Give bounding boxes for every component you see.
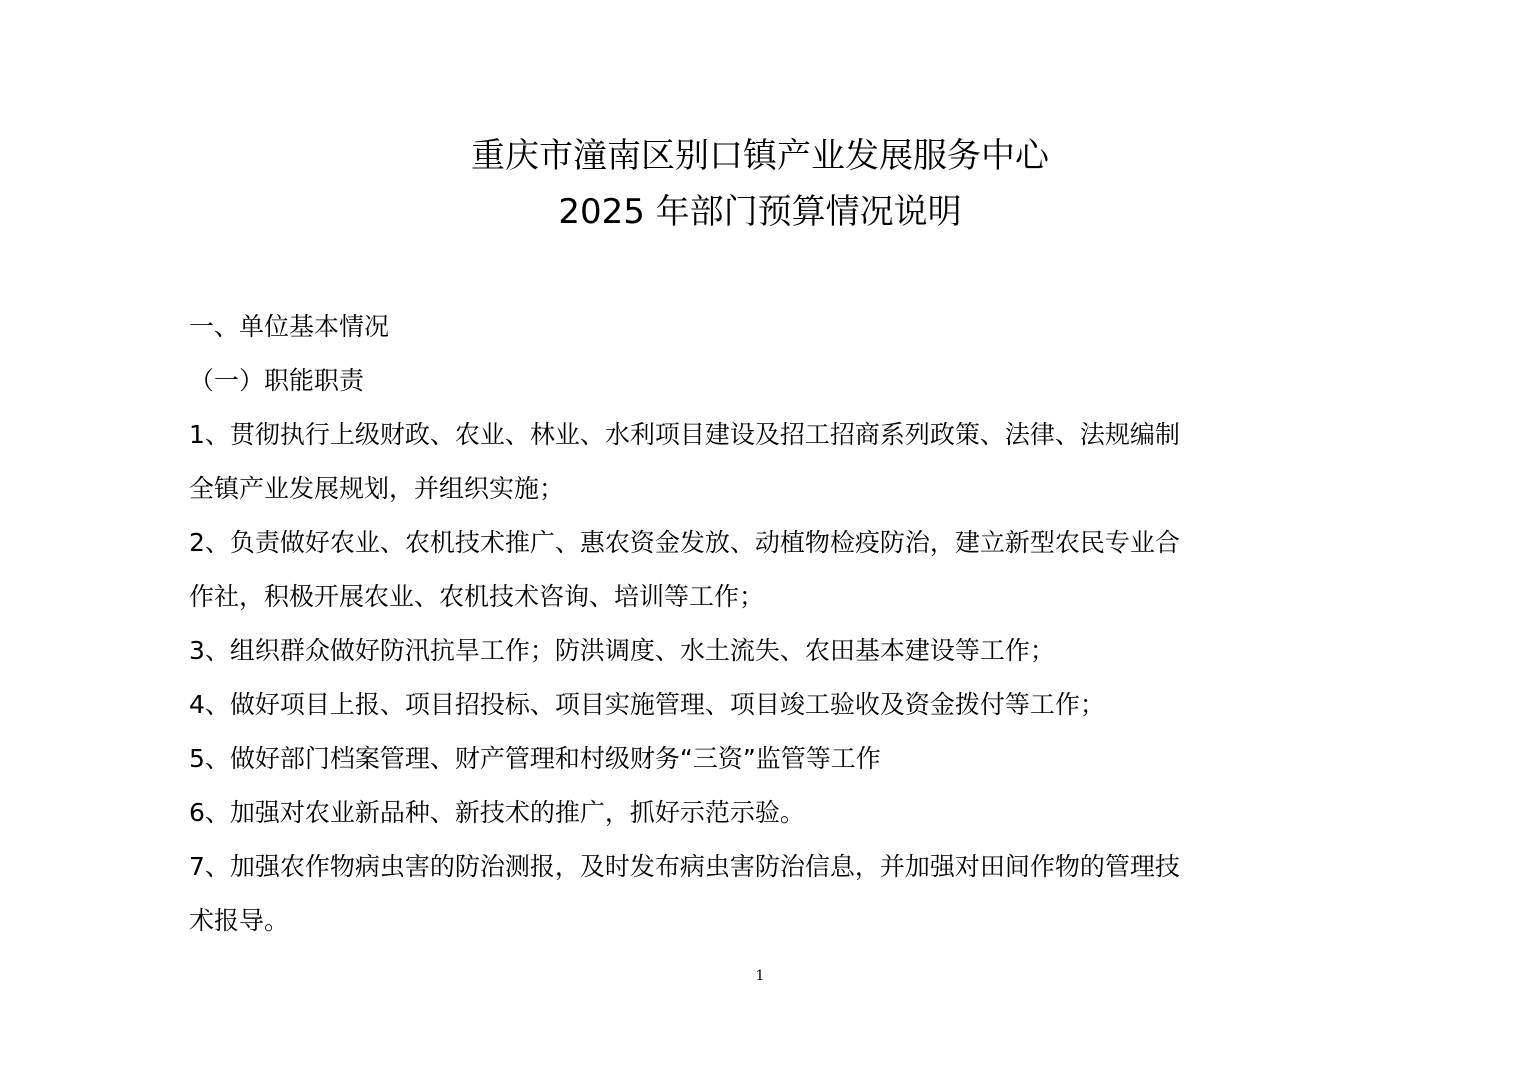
duty-item-5: 5、做好部门档案管理、财产管理和村级财务“三资”监管等工作: [189, 744, 881, 773]
duty-item-1-line-1: 1、贯彻执行上级财政、农业、林业、水利项目建设及招工招商系列政策、法律、法规编制: [189, 420, 1180, 449]
duty-item-3: 3、组织群众做好防汛抗旱工作；防洪调度、水土流失、农田基本建设等工作；: [189, 636, 1055, 665]
subsection-heading: （一）职能职责: [189, 366, 365, 395]
duty-item-7-line-1: 7、加强农作物病虫害的防治测报，及时发布病虫害防治信息，并加强对田间作物的管理技: [189, 852, 1180, 881]
document-body: [189, 300, 1314, 948]
duty-item-7-line-2: 术报导。: [189, 906, 290, 935]
duty-item-1-line-2: 全镇产业发展规划，并组织实施；: [189, 474, 565, 503]
duty-item-4: 4、做好项目上报、项目招投标、项目实施管理、项目竣工验收及资金拨付等工作；: [189, 690, 1105, 719]
section-heading: 一、单位基本情况: [189, 312, 390, 341]
duty-item-2-line-2: 作社，积极开展农业、农机技术咨询、培训等工作；: [189, 582, 765, 611]
page-number: 1: [755, 968, 765, 984]
duty-item-2-line-1: 2、负责做好农业、农机技术推广、惠农资金发放、动植物检疫防治，建立新型农民专业合: [189, 528, 1180, 557]
document-title-line-2: 2025 年部门预算情况说明: [558, 192, 962, 232]
document-title-line-1: 重庆市潼南区别口镇产业发展服务中心: [471, 136, 1049, 176]
duty-item-6: 6、加强对农业新品种、新技术的推广，抓好示范示验。: [189, 798, 805, 827]
